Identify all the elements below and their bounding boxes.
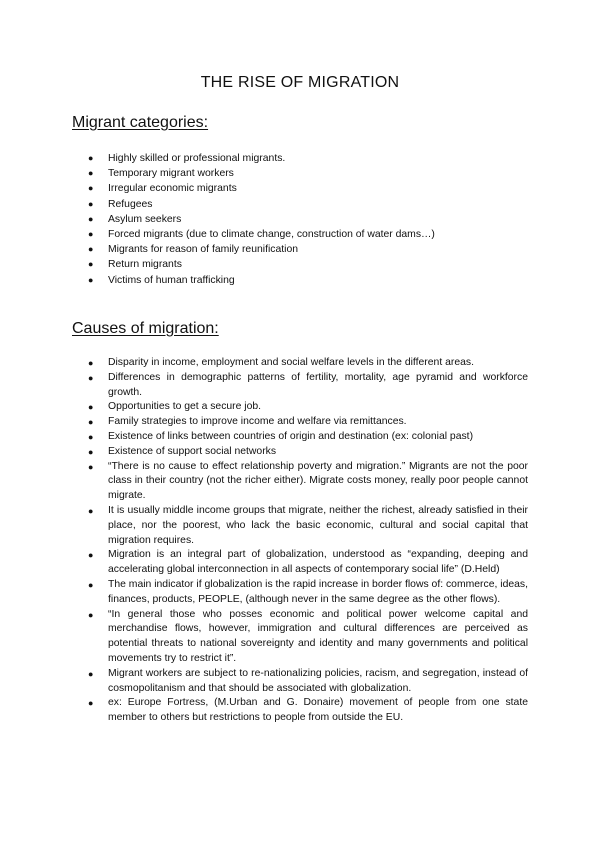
bullet-icon: ● — [88, 417, 94, 428]
list-item: ● Migration is an integral part of globalization, understood as “expanding, deeping and accelerating global interconnection in all aspects of contemporary social life” (D.Held) — [88, 549, 528, 576]
page-title: THE RISE OF MIGRATION — [200, 74, 400, 91]
bullet-icon: ● — [88, 579, 94, 590]
bullet-icon: ● — [88, 431, 94, 442]
bullet-icon: ● — [88, 446, 94, 457]
bullet-icon: ● — [88, 609, 94, 620]
list-item: ● Victims of human trafficking — [72, 273, 528, 288]
bullet-icon: ● — [88, 402, 94, 413]
list-item: ● Family strategies to improve income and welfare via remittances. — [72, 415, 528, 430]
migrant-categories-list — [72, 151, 528, 288]
list-item: ● The main indicator if globalization is the rapid increase in border flows of: commerce, ideas, finances, products, PEOPLE, (although never in the same degree as the other flows). — [88, 578, 528, 605]
list-item: ● Refugees — [72, 197, 528, 212]
bullet-icon: ● — [88, 229, 94, 240]
list-item: ● Migrants for reason of family reunification — [72, 242, 528, 257]
causes-of-migration-list — [72, 356, 528, 726]
list-item: ● ex: Europe Fortress, (M.Urban and G. Donaire) movement of people from one state member to others but restrictions to people from outside the EU. — [88, 697, 528, 724]
list-item: ● Existence of links between countries of origin and destination (ex: colonial past) — [72, 430, 528, 445]
bullet-icon: ● — [88, 505, 94, 516]
list-item: ● Opportunities to get a secure job. — [72, 400, 528, 415]
bullet-icon: ● — [88, 698, 94, 709]
list-item: ● “In general those who posses economic and political power welcome capital and merchandise flows, however, immigration and cultural differences are perceived as potential threats to national sovereignty and identity and many governments and political movements try to restrict it”. — [88, 608, 528, 664]
list-item: ● It is usually middle income groups that migrate, neither the richest, already satisfied in their place, nor the poorest, who lack the basic economic, cultural and social capital that migration requires. — [88, 504, 528, 546]
list-item: ● Irregular economic migrants — [72, 181, 528, 196]
bullet-icon: ● — [88, 668, 94, 679]
bullet-icon: ● — [88, 183, 94, 194]
bullet-icon: ● — [88, 372, 94, 383]
bullet-icon: ● — [88, 168, 94, 179]
bullet-icon: ● — [88, 213, 94, 224]
list-item: ● Forced migrants (due to climate change, construction of water dams…) — [72, 227, 528, 242]
bullet-icon: ● — [88, 198, 94, 209]
list-item: ● Migrant workers are subject to re-nationalizing policies, racism, and segregation, instead of cosmopolitanism and that should be associated with globalization. — [88, 667, 528, 694]
section-heading-migrant-categories: Migrant categories: — [72, 114, 209, 131]
bullet-icon: ● — [88, 153, 94, 163]
bullet-icon: ● — [88, 358, 94, 368]
bullet-icon: ● — [88, 550, 94, 561]
list-item: ● Asylum seekers — [72, 212, 528, 227]
list-item: ● Existence of support social networks — [72, 445, 528, 460]
bullet-icon: ● — [88, 259, 94, 270]
list-item: ● Temporary migrant workers — [72, 166, 528, 181]
list-item: ● Differences in demographic patterns of fertility, mortality, age pyramid and workforce growth. — [88, 371, 528, 398]
list-item: ● “There is no cause to effect relationship poverty and migration.” Migrants are not the poor class in their country (not the richer either). Migrate costs money, really poor people cannot migrate. — [88, 460, 528, 502]
bullet-icon: ● — [88, 244, 94, 255]
bullet-icon: ● — [88, 274, 94, 285]
list-item: ● Highly skilled or professional migrants. — [72, 151, 528, 166]
section-heading-causes-of-migration: Causes of migration: — [72, 320, 219, 337]
list-item: ● Disparity in income, employment and social welfare levels in the different areas. — [72, 356, 528, 371]
list-item: ● Return migrants — [72, 257, 528, 272]
bullet-icon: ● — [88, 461, 94, 472]
